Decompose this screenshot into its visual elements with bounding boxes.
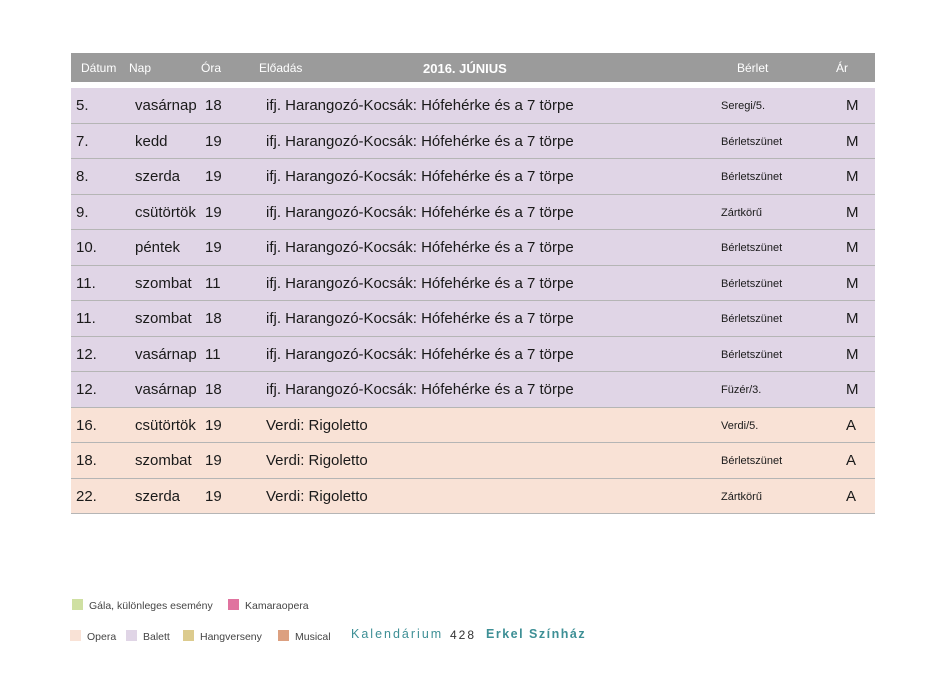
row-date: 8. bbox=[76, 168, 89, 185]
row-date: 10. bbox=[76, 239, 97, 256]
legend-musical: Musical bbox=[278, 630, 331, 643]
row-date: 7. bbox=[76, 132, 89, 150]
row-date: 9. bbox=[76, 203, 89, 221]
opera-swatch-icon bbox=[70, 630, 81, 641]
row-price-category: M bbox=[846, 132, 859, 150]
row-hour: 19 bbox=[205, 168, 222, 185]
row-berlet: Bérletszünet bbox=[721, 171, 783, 183]
legend-opera: Opera bbox=[70, 630, 116, 643]
header-ar: Ár bbox=[836, 61, 848, 75]
table-row bbox=[71, 266, 875, 302]
row-berlet: Seregi/5. bbox=[721, 100, 766, 112]
row-berlet: Verdi/5. bbox=[721, 419, 759, 432]
table-header bbox=[71, 53, 875, 82]
row-berlet: Bérletszünet bbox=[721, 242, 783, 254]
row-hour: 18 bbox=[205, 381, 222, 398]
row-date: 12. bbox=[76, 381, 97, 398]
header-berlet: Bérlet bbox=[737, 61, 769, 75]
header-nap: Nap bbox=[129, 61, 152, 75]
row-performance: Verdi: Rigoletto bbox=[266, 487, 368, 505]
row-day: vasárnap bbox=[135, 345, 197, 363]
row-date: 11. bbox=[76, 310, 96, 327]
row-date: 11. bbox=[76, 274, 96, 292]
table-row bbox=[71, 88, 875, 124]
row-day: kedd bbox=[135, 132, 168, 150]
footer-section: Kalendárium bbox=[351, 627, 444, 641]
row-date: 5. bbox=[76, 97, 89, 114]
row-day: péntek bbox=[135, 239, 181, 256]
row-price-category: M bbox=[846, 310, 859, 327]
hangverseny-swatch-icon bbox=[183, 630, 194, 641]
row-hour: 19 bbox=[205, 416, 222, 434]
legend-gala: Gála, különleges esemény bbox=[72, 599, 213, 612]
row-date: 22. bbox=[76, 487, 97, 505]
row-day: csütörtök bbox=[135, 203, 196, 221]
row-berlet: Zártkörű bbox=[721, 206, 762, 219]
row-berlet: Bérletszünet bbox=[721, 348, 783, 361]
row-price-category: M bbox=[846, 381, 859, 398]
header-datum: Dátum bbox=[81, 61, 117, 75]
row-day: csütörtök bbox=[135, 416, 196, 434]
table-row bbox=[71, 443, 875, 479]
table-row bbox=[71, 301, 875, 337]
table-row bbox=[71, 230, 875, 266]
row-performance: ifj. Harangozó-Kocsák: Hófehérke és a 7 törpe bbox=[266, 132, 574, 150]
gala-swatch-icon bbox=[72, 599, 83, 610]
table-row bbox=[71, 479, 875, 515]
legend-kamaraopera: Kamaraopera bbox=[228, 599, 309, 612]
row-day: szerda bbox=[135, 487, 181, 505]
row-hour: 19 bbox=[205, 487, 222, 505]
kamaraopera-swatch-icon bbox=[228, 599, 239, 610]
row-price-category: M bbox=[846, 239, 859, 256]
row-date: 12. bbox=[76, 345, 97, 363]
page-number: 428 bbox=[450, 628, 477, 642]
row-hour: 18 bbox=[205, 97, 222, 114]
row-day: szerda bbox=[135, 168, 181, 185]
row-performance: ifj. Harangozó-Kocsák: Hófehérke és a 7 törpe bbox=[266, 310, 574, 327]
row-hour: 19 bbox=[205, 132, 222, 150]
musical-swatch-icon bbox=[278, 630, 289, 641]
row-price-category: A bbox=[846, 416, 857, 434]
row-price-category: M bbox=[846, 97, 859, 114]
table-row bbox=[71, 195, 875, 231]
header-ora: Óra bbox=[201, 61, 222, 75]
row-performance: ifj. Harangozó-Kocsák: Hófehérke és a 7 törpe bbox=[266, 345, 574, 363]
table-title: 2016. JÚNIUS bbox=[423, 61, 507, 76]
legend-balett: Balett bbox=[126, 630, 170, 643]
row-day: vasárnap bbox=[135, 97, 197, 114]
table-row bbox=[71, 159, 875, 195]
footer-theatre: Erkel Színház bbox=[486, 627, 587, 641]
row-date: 18. bbox=[76, 452, 97, 469]
row-hour: 19 bbox=[205, 239, 222, 256]
table-row bbox=[71, 337, 875, 373]
calendar-table bbox=[71, 53, 875, 514]
row-berlet: Bérletszünet bbox=[721, 313, 783, 325]
row-hour: 11 bbox=[205, 345, 221, 363]
row-performance: ifj. Harangozó-Kocsák: Hófehérke és a 7 törpe bbox=[266, 168, 574, 185]
legend-hangverseny: Hangverseny bbox=[183, 630, 262, 643]
table-row bbox=[71, 124, 875, 160]
row-berlet: Bérletszünet bbox=[721, 277, 783, 290]
row-performance: ifj. Harangozó-Kocsák: Hófehérke és a 7 törpe bbox=[266, 203, 574, 221]
table-body bbox=[71, 88, 875, 514]
row-performance: ifj. Harangozó-Kocsák: Hófehérke és a 7 törpe bbox=[266, 274, 574, 292]
row-hour: 18 bbox=[205, 310, 222, 327]
row-price-category: M bbox=[846, 203, 859, 221]
row-berlet: Bérletszünet bbox=[721, 135, 783, 148]
row-price-category: M bbox=[846, 274, 859, 292]
balett-swatch-icon bbox=[126, 630, 137, 641]
row-date: 16. bbox=[76, 416, 97, 434]
row-berlet: Füzér/3. bbox=[721, 384, 762, 396]
table-row bbox=[71, 372, 875, 408]
row-performance: Verdi: Rigoletto bbox=[266, 416, 368, 434]
row-hour: 19 bbox=[205, 452, 222, 469]
row-price-category: A bbox=[846, 487, 857, 505]
table-row bbox=[71, 408, 875, 444]
row-berlet: Zártkörű bbox=[721, 490, 762, 503]
row-performance: ifj. Harangozó-Kocsák: Hófehérke és a 7 törpe bbox=[266, 381, 574, 398]
row-price-category: A bbox=[846, 452, 857, 469]
row-day: szombat bbox=[135, 452, 192, 469]
row-hour: 11 bbox=[205, 274, 221, 292]
row-performance: ifj. Harangozó-Kocsák: Hófehérke és a 7 törpe bbox=[266, 239, 574, 256]
row-berlet: Bérletszünet bbox=[721, 455, 783, 467]
row-price-category: M bbox=[846, 168, 859, 185]
row-day: vasárnap bbox=[135, 381, 197, 398]
row-performance: Verdi: Rigoletto bbox=[266, 452, 368, 469]
row-day: szombat bbox=[135, 274, 192, 292]
header-eloadas: Előadás bbox=[259, 61, 303, 75]
row-hour: 19 bbox=[205, 203, 222, 221]
row-performance: ifj. Harangozó-Kocsák: Hófehérke és a 7 törpe bbox=[266, 97, 574, 114]
row-price-category: M bbox=[846, 345, 859, 363]
row-day: szombat bbox=[135, 310, 192, 327]
